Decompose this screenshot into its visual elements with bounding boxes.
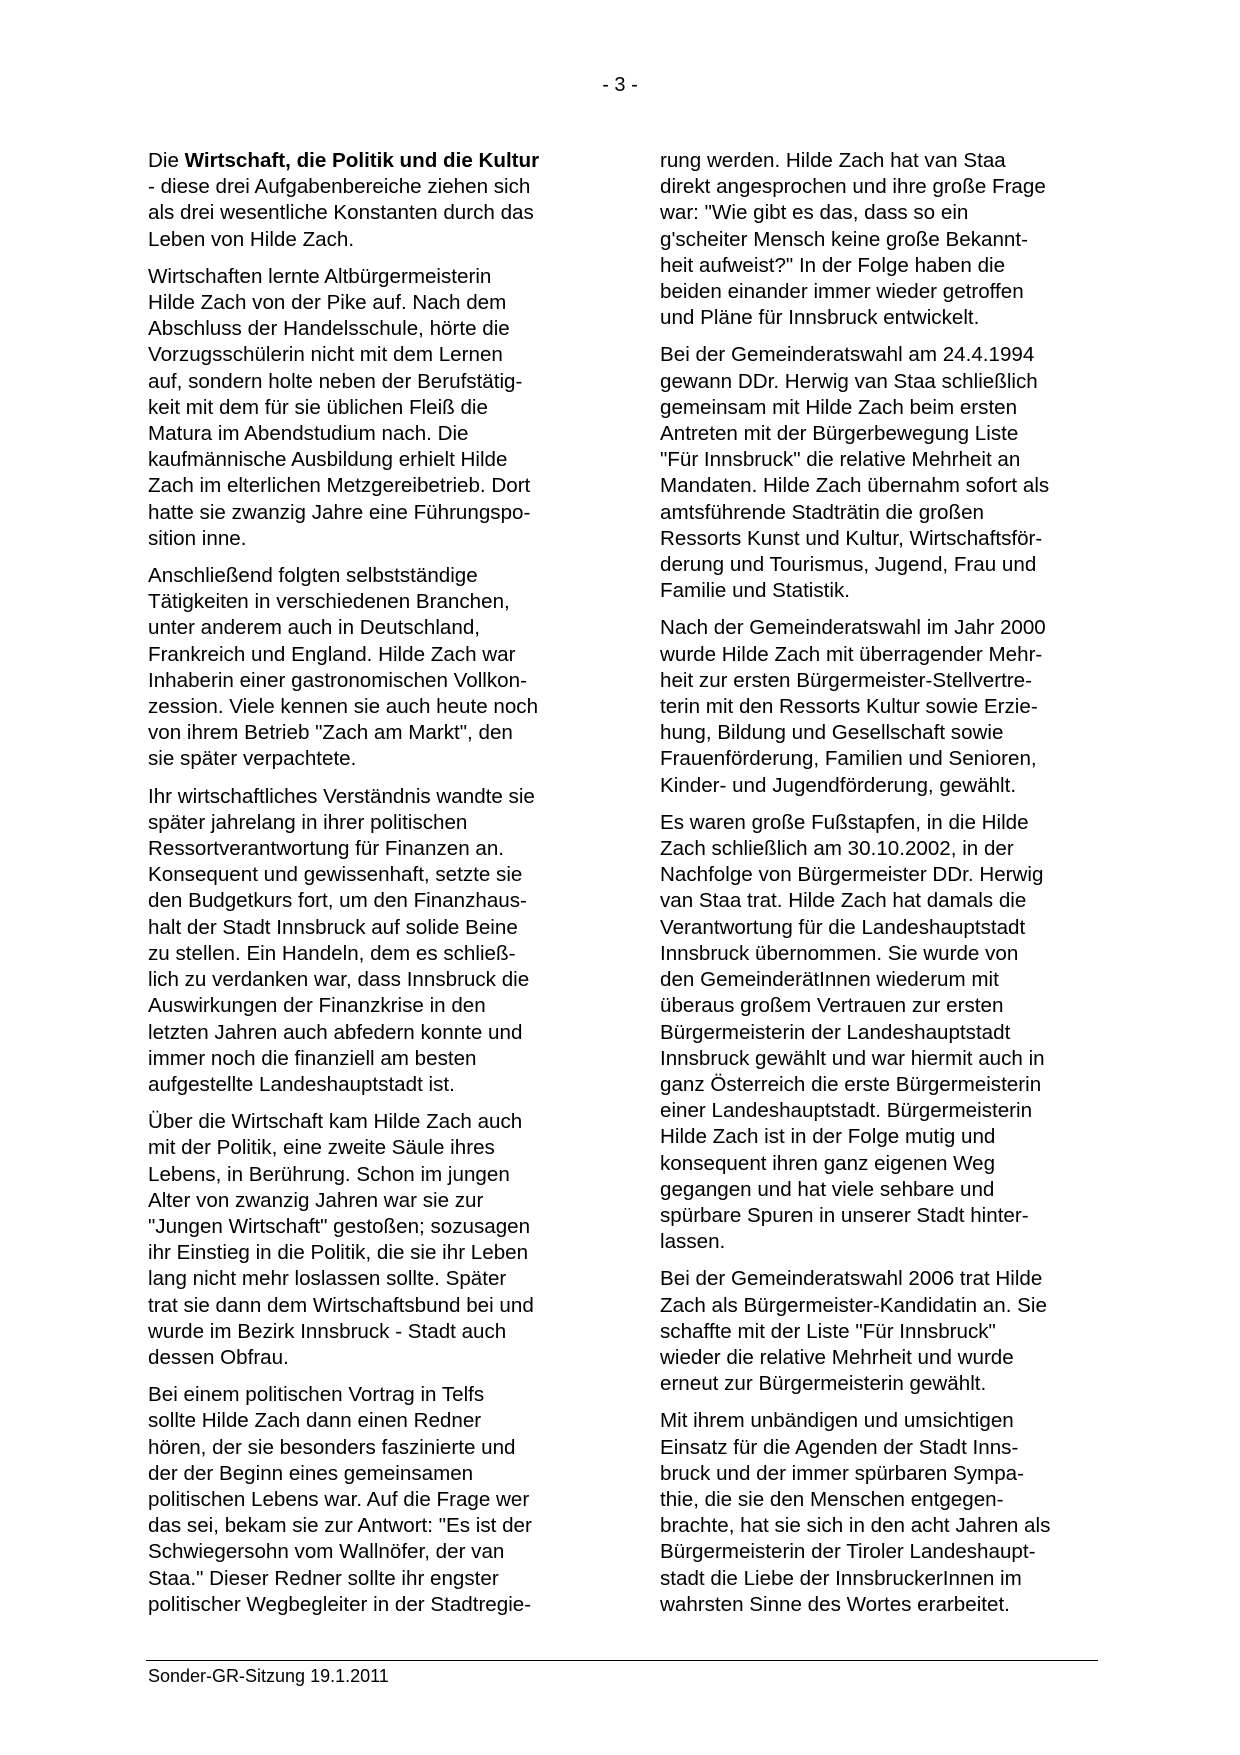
paragraph: Anschließend folgten selbstständige Tätigkeiten in verschiedenen Branchen, unter anderem auch in Deutschland, Frankreich und England. Hilde Zach war Inhaberin einer gastronomischen Vollkon- zession. Viele kennen sie auch heute noch von ihrem Betrieb "Zach am Markt", den sie später verpachtete. bbox=[148, 564, 539, 771]
right-column bbox=[660, 148, 1100, 1629]
page-number: - 3 - bbox=[602, 74, 638, 96]
paragraph: rung werden. Hilde Zach hat van Staa direkt angesprochen und ihre große Frage war: "Wie gibt es das, dass so ein g'scheiter Mensch keine große Bekannt- heit aufweist?" In der Folge haben die beiden einander immer wieder getroffen und Pläne für Innsbruck entwickelt. bbox=[660, 149, 1046, 330]
paragraph: Bei einem politischen Vortrag in Telfs sollte Hilde Zach dann einen Redner hören, der sie besonders faszinierte und der der Beginn eines gemeinsamen politischen Lebens war. Auf die Frage wer das sei, bekam sie zur Antwort: "Es ist der Schwiegersohn vom Wallnöfer, der van Staa." Dieser Redner sollte ihr engster politischer Wegbegleiter in der Stadtregie- bbox=[148, 1383, 532, 1616]
paragraph: Nach der Gemeinderatswahl im Jahr 2000 wurde Hilde Zach mit überragender Mehr- heit zur ersten Bürgermeister-Stellvertre- terin mit den Ressorts Kultur sowie Erzie- hung, Bildung und Gesellschaft sowie Frauenförderung, Familien und Senioren, Kinder- und Jugendförderung, gewählt. bbox=[660, 616, 1046, 797]
paragraph: Bei der Gemeinderatswahl am 24.4.1994 gewann DDr. Herwig van Staa schließlich gemeinsam mit Hilde Zach beim ersten Antreten mit der Bürgerbewegung Liste "Für Innsbruck" die relative Mehrheit an Mandaten. Hilde Zach übernahm sofort als amtsführende Stadträtin die großen Ressorts Kunst und Kultur, Wirtschaftsför- derung und Tourismus, Jugend, Frau und Familie und Statistik. bbox=[660, 343, 1050, 603]
paragraph: Mit ihrem unbändigen und umsichtigen Einsatz für die Agenden der Stadt Inns- bruck und der immer spürbaren Sympa- thie, die sie den Menschen entgegen- brachte, hat sie sich in den acht Jahren als Bürgermeisterin der Tiroler Landeshaupt- stadt die Liebe der InnsbruckerInnen im wahrsten Sinne des Wortes erarbeitet. bbox=[660, 1409, 1051, 1616]
paragraph-intro bbox=[148, 148, 588, 253]
paragraph: Wirtschaften lernte Altbürgermeisterin Hilde Zach von der Pike auf. Nach dem Abschluss der Handelsschule, hörte die Vorzugsschülerin nicht mit dem Lernen auf, sondern holte neben der Berufstätig- keit mit dem für sie üblichen Fleiß die Matura im Abendstudium nach. Die kaufmännische Ausbildung erhielt Hilde Zach im elterlichen Metzgereibetrieb. Dort hatte sie zwanzig Jahre eine Führungspo- sition inne. bbox=[148, 264, 531, 550]
footer-divider bbox=[146, 1660, 1098, 1661]
paragraph: Bei der Gemeinderatswahl 2006 trat Hilde Zach als Bürgermeister-Kandidatin an. Sie schaffte mit der Liste "Für Innsbruck" wieder die relative Mehrheit und wurde erneut zur Bürgermeisterin gewählt. bbox=[660, 1267, 1047, 1396]
intro-lead: Die bbox=[148, 149, 185, 172]
paragraph: Ihr wirtschaftliches Verständnis wandte sie später jahrelang in ihrer politischen Ressortverantwortung für Finanzen an. Konsequent und gewissenhaft, setzte sie den Budgetkurs fort, um den Finanzhaus- halt der Stadt Innsbruck auf solide Beine zu stellen. Ein Handeln, dem es schließ- lich zu verdanken war, dass Innsbruck die Auswirkungen der Finanzkrise in den letzten Jahren auch abfedern konnte und immer noch die finanziell am besten aufgestellte Landeshauptstadt ist. bbox=[148, 784, 535, 1096]
paragraph: Über die Wirtschaft kam Hilde Zach auch mit der Politik, eine zweite Säule ihres Lebens, in Berührung. Schon im jungen Alter von zwanzig Jahren war sie zur "Jungen Wirtschaft" gestoßen; sozusagen ihr Einstieg in die Politik, die sie ihr Leben lang nicht mehr loslassen sollte. Später trat sie dann dem Wirtschaftsbund bei und wurde im Bezirk Innsbruck - Stadt auch dessen Obfrau. bbox=[148, 1110, 534, 1369]
intro-bold-phrase: Wirtschaft, die Politik und die Kultur bbox=[184, 149, 540, 172]
left-column bbox=[148, 148, 588, 1629]
intro-rest: - diese drei Aufgabenbereiche ziehen sich als drei wesentliche Konstanten durch das Leben von Hilde Zach. bbox=[148, 175, 534, 251]
footer-text: Sonder-GR-Sitzung 19.1.2011 bbox=[148, 1666, 389, 1686]
paragraph: Es waren große Fußstapfen, in die Hilde Zach schließlich am 30.10.2002, in der Nachfolge von Bürgermeister DDr. Herwig van Staa trat. Hilde Zach hat damals die Verantwortung für die Landeshauptstadt Innsbruck übernommen. Sie wurde von den GemeinderätInnen wiederum mit überaus großem Vertrauen zur ersten Bürgermeisterin der Landeshauptstadt Innsbruck gewählt und war hiermit auch in ganz Österreich die erste Bürgermeisterin einer Landeshauptstadt. Bürgermeisterin Hilde Zach ist in der Folge mutig und konsequent ihren ganz eigenen Weg gegangen und hat viele sehbare und spürbare Spuren in unserer Stadt hinter- lassen. bbox=[660, 810, 1045, 1254]
